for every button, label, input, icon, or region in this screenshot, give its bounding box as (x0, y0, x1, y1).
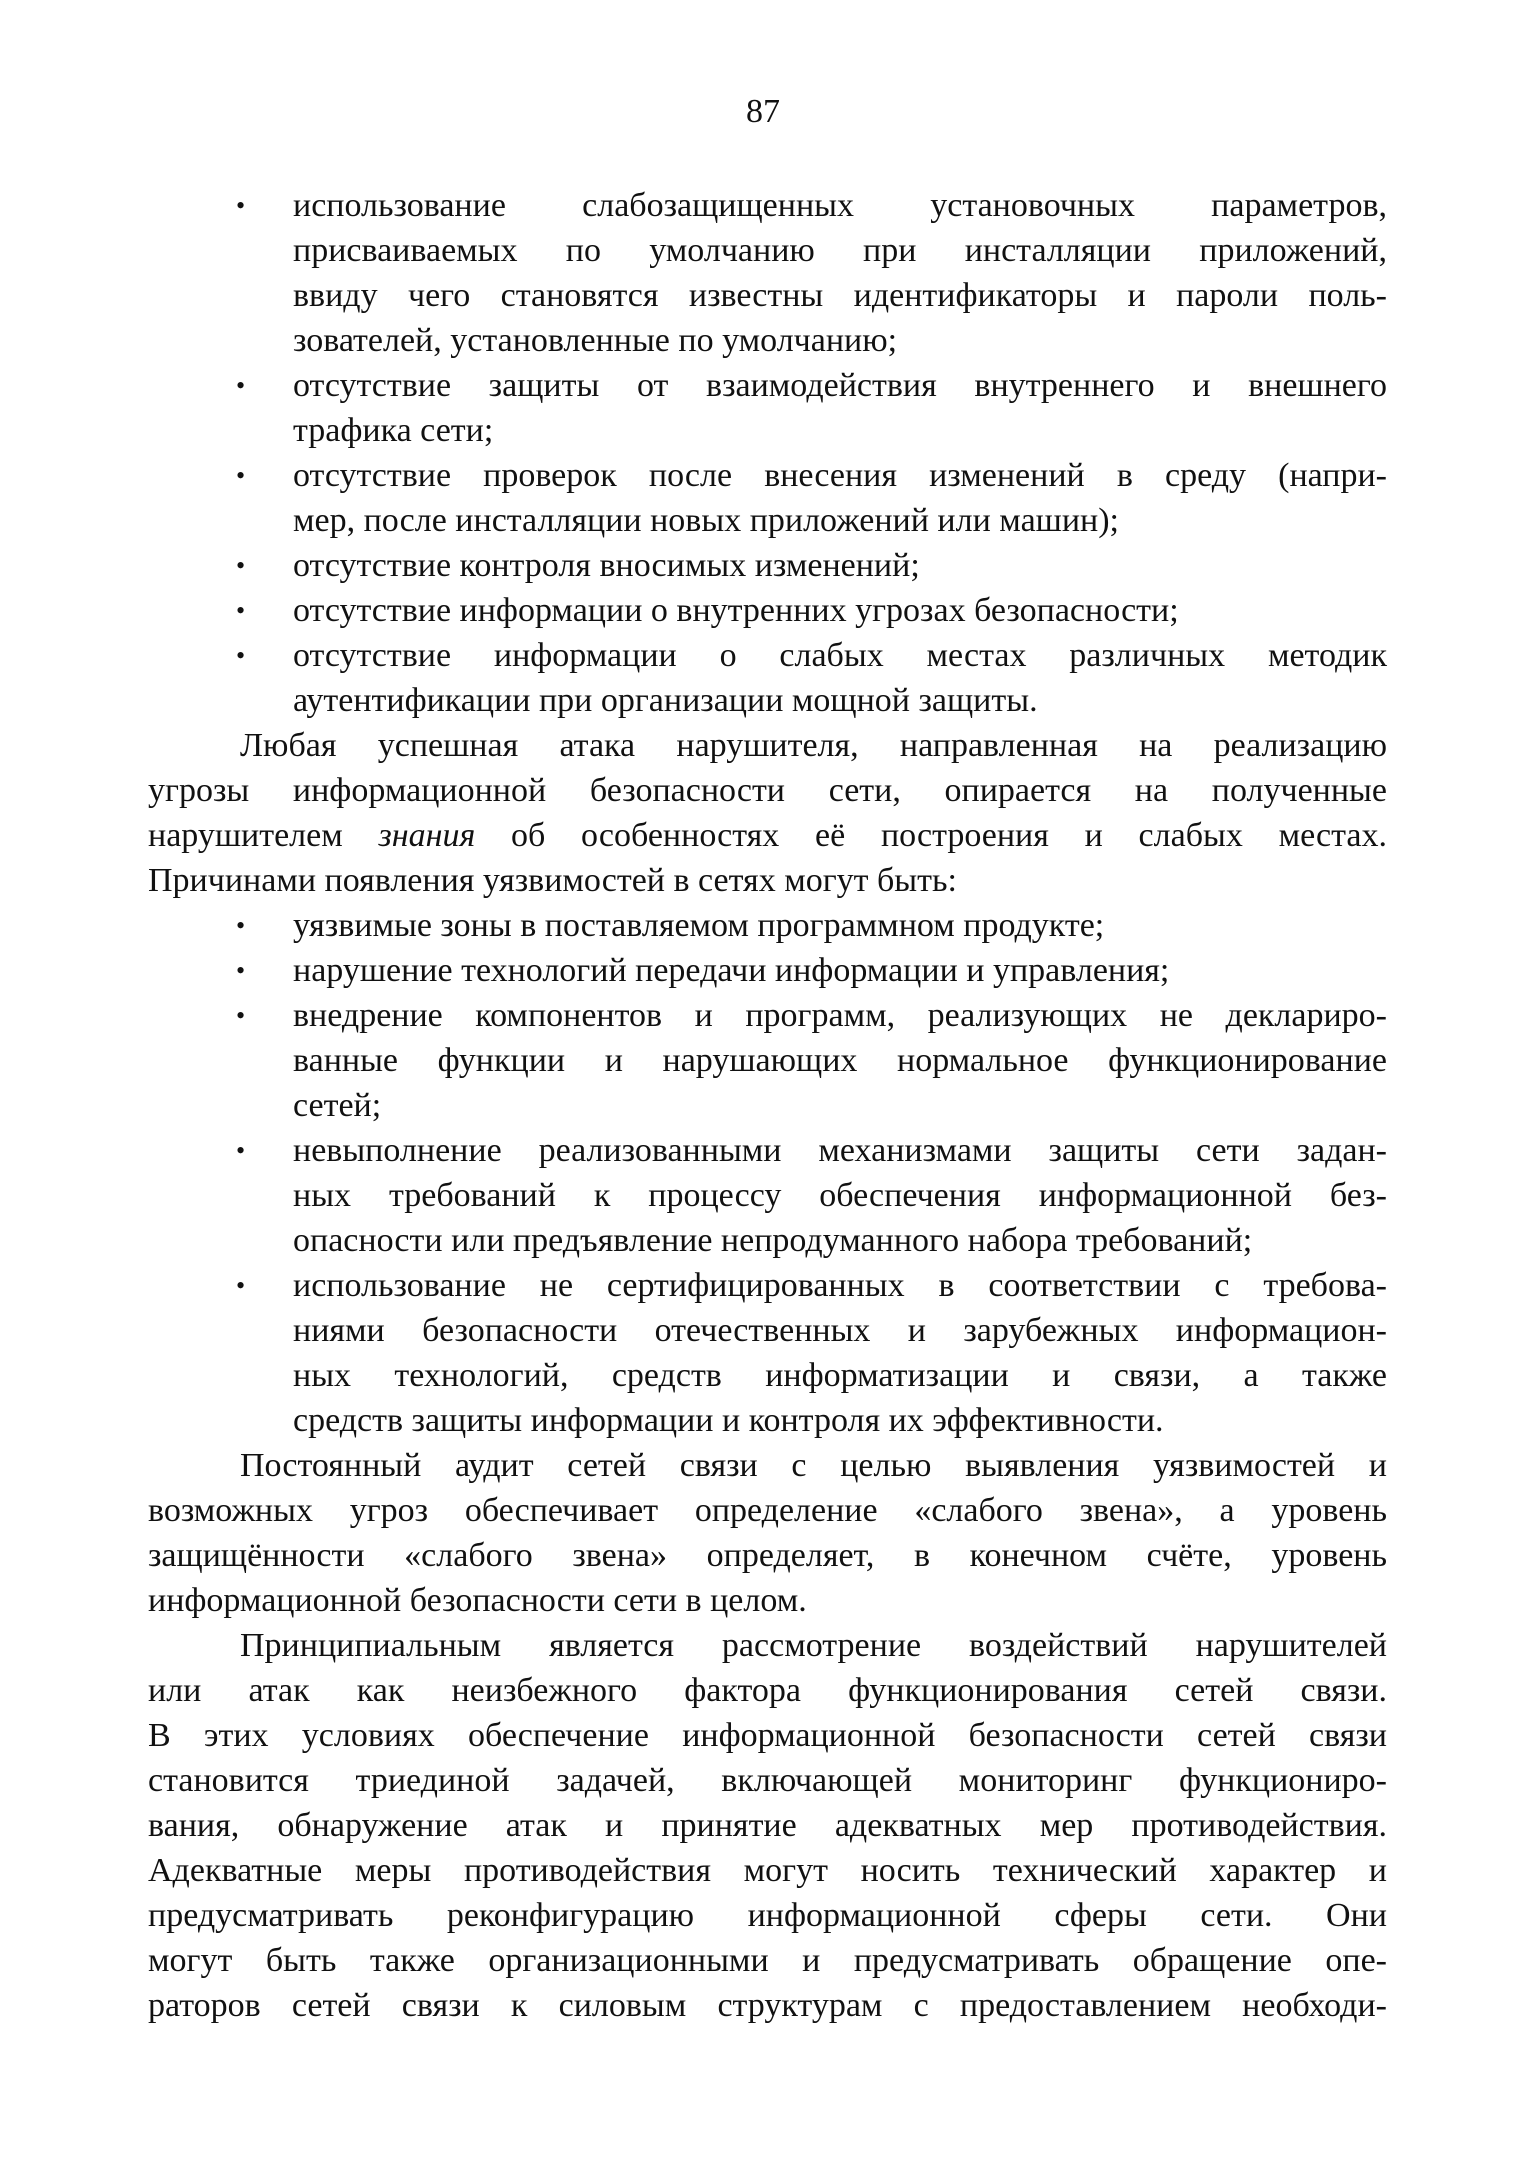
text-line: или атак как неизбежного фактора функционирования сетей связи. (148, 1672, 1387, 1709)
bullet-icon: • (236, 956, 246, 985)
text-line: использование слабозащищенных установочных параметров, (293, 187, 1387, 224)
text-line: раторов сетей связи к силовым структурам с предоставлением необходи- (148, 1987, 1387, 2024)
emphasis-text: знания (378, 817, 476, 854)
text-line: ных требований к процессу обеспечения информационной без- (293, 1177, 1387, 1214)
text-line: отсутствие защиты от взаимодействия внутреннего и внешнего (293, 367, 1387, 404)
text-line: средств защиты информации и контроля их эффективности. (293, 1402, 1164, 1439)
text-line: отсутствие контроля вносимых изменений; (293, 547, 920, 584)
text-line: информационной безопасности сети в целом. (148, 1582, 807, 1619)
text-line: ванные функции и нарушающих нормальное функционирование (293, 1042, 1387, 1079)
text-line: отсутствие проверок после внесения изменений в среду (напри- (293, 457, 1387, 494)
text-line: невыполнение реализованными механизмами защиты сети задан- (293, 1132, 1387, 1169)
text-line: нарушителем знания об особенностях её построения и слабых местах. (148, 817, 1387, 854)
text-line: сетей; (293, 1087, 382, 1124)
bullet-icon: • (236, 551, 246, 580)
text-line: зователей, установленные по умолчанию; (293, 322, 898, 359)
bullet-icon: • (236, 1136, 246, 1165)
bullet-icon: • (236, 371, 246, 400)
text-line: предусматривать реконфигурацию информационной сферы сети. Они (148, 1897, 1387, 1934)
text-line: отсутствие информации о внутренних угрозах безопасности; (293, 592, 1179, 629)
text-line: уязвимые зоны в поставляемом программном продукте; (293, 907, 1105, 944)
text-line: трафика сети; (293, 412, 494, 449)
text-line: ниями безопасности отечественных и зарубежных информацион- (293, 1312, 1387, 1349)
bullet-icon: • (236, 596, 246, 625)
bullet-icon: • (236, 641, 246, 670)
page-number: 87 (746, 93, 780, 130)
text-line: могут быть также организационными и предусматривать обращение опе- (148, 1942, 1387, 1979)
text-line: вания, обнаружение атак и принятие адекватных мер противодействия. (148, 1807, 1387, 1844)
text-line: Любая успешная атака нарушителя, направленная на реализацию (240, 727, 1387, 764)
text-line: В этих условиях обеспечение информационной безопасности сетей связи (148, 1717, 1387, 1754)
bullet-icon: • (236, 1001, 246, 1030)
text-line: угрозы информационной безопасности сети, опирается на полученные (148, 772, 1387, 809)
text-line: аутентификации при организации мощной защиты. (293, 682, 1038, 719)
bullet-icon: • (236, 1271, 246, 1300)
text-line: опасности или предъявление непродуманного набора требований; (293, 1222, 1253, 1259)
text-line: присваиваемых по умолчанию при инсталляции приложений, (293, 232, 1387, 269)
text-line: Принципиальным является рассмотрение воздействий нарушителей (240, 1627, 1387, 1664)
bullet-icon: • (236, 911, 246, 940)
bullet-icon: • (236, 191, 246, 220)
text-line: становится триединой задачей, включающей мониторинг функциониро- (148, 1762, 1387, 1799)
text-line: Постоянный аудит сетей связи с целью выявления уязвимостей и (240, 1447, 1387, 1484)
text-line: ввиду чего становятся известны идентификаторы и пароли поль- (293, 277, 1387, 314)
bullet-icon: • (236, 461, 246, 490)
text-line: мер, после инсталляции новых приложений или машин); (293, 502, 1119, 539)
text-line: внедрение компонентов и программ, реализующих не деклариро- (293, 997, 1387, 1034)
text-line: Причинами появления уязвимостей в сетях могут быть: (148, 862, 957, 899)
text-line: Адекватные меры противодействия могут носить технический характер и (148, 1852, 1387, 1889)
text-line: нарушение технологий передачи информации и управления; (293, 952, 1170, 989)
text-line: защищённости «слабого звена» определяет, в конечном счёте, уровень (148, 1537, 1387, 1574)
text-line: использование не сертифицированных в соответствии с требова- (293, 1267, 1387, 1304)
text-line: отсутствие информации о слабых местах различных методик (293, 637, 1387, 674)
text-line: ных технологий, средств информатизации и связи, а также (293, 1357, 1387, 1394)
text-line: возможных угроз обеспечивает определение «слабого звена», а уровень (148, 1492, 1387, 1529)
